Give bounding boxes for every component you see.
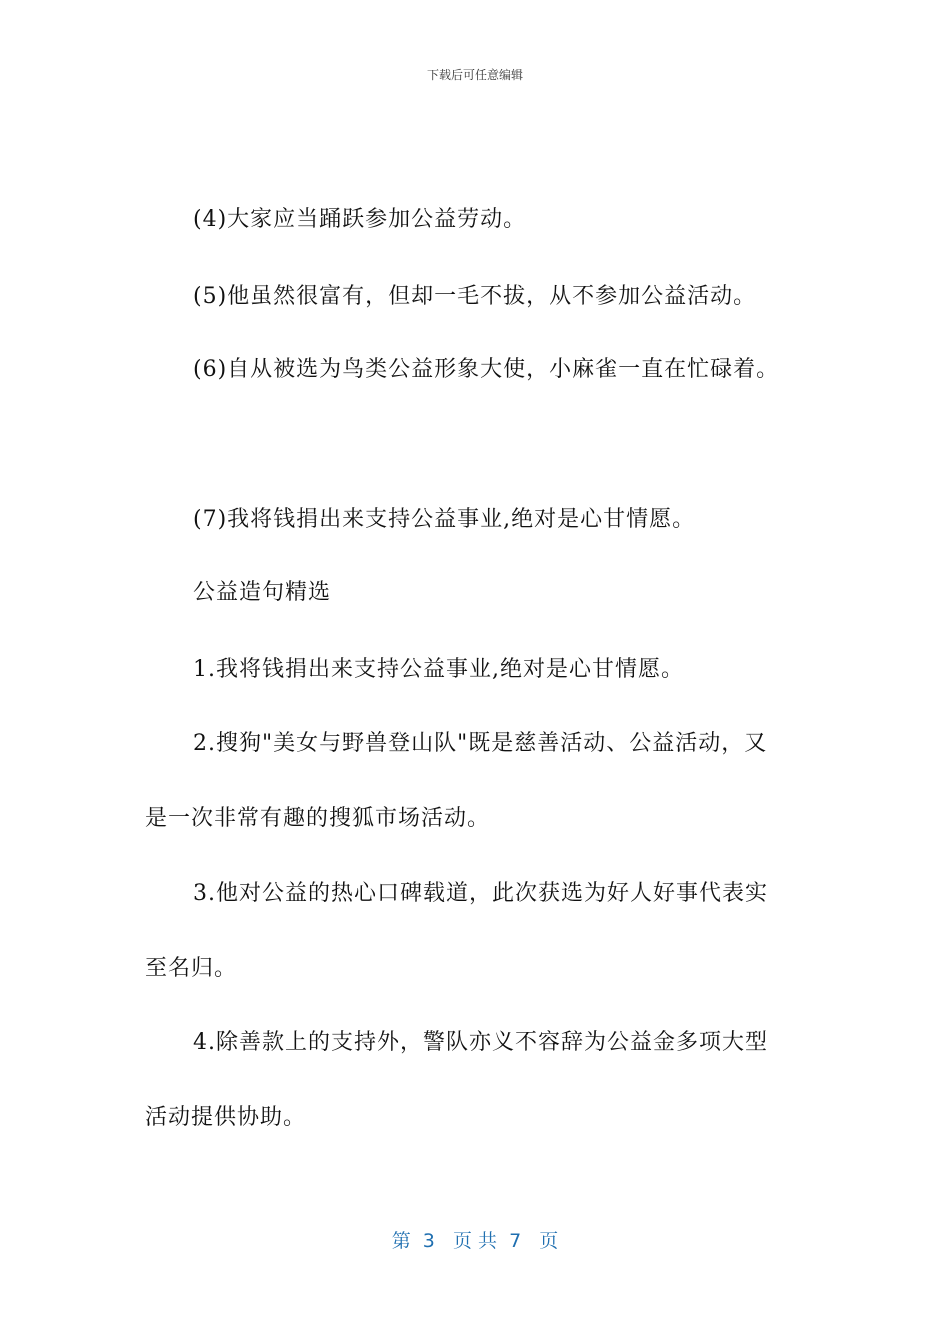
page-number: 第 3 页 共 7 页 xyxy=(391,1230,559,1252)
header-note: 下载后可任意编辑 xyxy=(426,68,523,82)
example-2-line-2: 是一次非常有趣的搜狐市场活动。 xyxy=(145,806,491,831)
example-3-line-1: 3.他对公益的热心口碑载道，此次获选为好人好事代表实 xyxy=(193,881,768,906)
example-4-line-2: 活动提供协助。 xyxy=(145,1105,307,1130)
section-title: 公益造句精选 xyxy=(193,580,332,605)
example-4-line-1: 4.除善款上的支持外，警队亦义不容辞为公益金多项大型 xyxy=(193,1030,768,1055)
sentence-5: (5)他虽然很富有，但却一毛不拔，从不参加公益活动。 xyxy=(193,284,757,309)
example-3-line-2: 至名归。 xyxy=(145,956,238,981)
sentence-4: (4)大家应当踊跃参加公益劳动。 xyxy=(193,207,527,232)
example-2-line-1: 2.搜狗"美女与野兽登山队"既是慈善活动、公益活动，又 xyxy=(193,731,768,756)
example-1: 1.我将钱捐出来支持公益事业,绝对是心甘情愿。 xyxy=(193,657,684,682)
sentence-6: (6)自从被选为鸟类公益形象大使，小麻雀一直在忙碌着。 xyxy=(193,357,780,382)
sentence-7: (7)我将钱捐出来支持公益事业,绝对是心甘情愿。 xyxy=(193,507,696,532)
